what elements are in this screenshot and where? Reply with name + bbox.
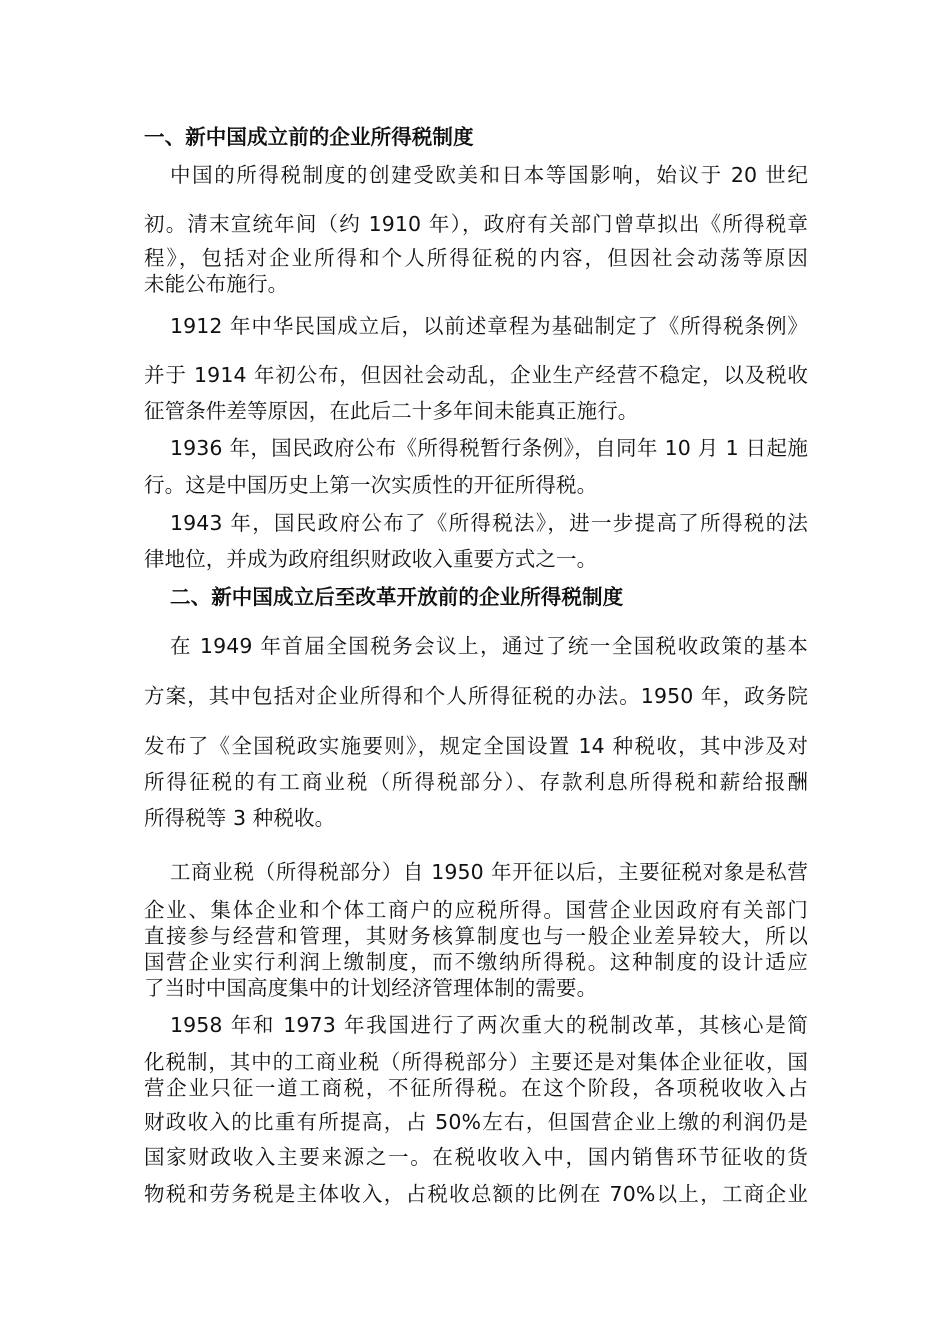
paragraph-line: 国家财政收入主要来源之一。在税收收入中，国内销售环节征收的货 [144, 1145, 808, 1169]
paragraph-line: 行。这是中国历史上第一次实质性的开征所得税。 [144, 473, 598, 497]
paragraph-line: 并于 1914 年初公布，但因社会动乱，企业生产经营不稳定，以及税收 [144, 363, 808, 387]
paragraph-line: 1958 年和 1973 年我国进行了两次重大的税制改革，其核心是简 [170, 1013, 808, 1037]
paragraph-line: 1912 年中华民国成立后，以前述章程为基础制定了《所得税条例》 [170, 314, 808, 338]
paragraph-line: 未能公布施行。 [144, 272, 289, 296]
paragraph-line: 中国的所得税制度的创建受欧美和日本等国影响，始议于 20 世纪 [170, 163, 808, 187]
section-heading-1: 一、新中国成立前的企业所得税制度 [144, 125, 474, 149]
paragraph-line: 在 1949 年首届全国税务会议上，通过了统一全国税收政策的基本 [170, 634, 808, 658]
paragraph-line: 化税制，其中的工商业税（所得税部分）主要还是对集体企业征收，国 [144, 1050, 808, 1074]
paragraph-line: 发布了《全国税政实施要则》，规定全国设置 14 种税收，其中涉及对 [144, 734, 808, 758]
paragraph-line: 初。清末宣统年间（约 1910 年），政府有关部门曾草拟出《所得税章 [144, 212, 808, 236]
paragraph-line: 营企业只征一道工商税，不征所得税。在这个阶段，各项税收收入占 [144, 1076, 808, 1100]
paragraph-line: 程》，包括对企业所得和个人所得征税的内容，但因社会动荡等原因 [144, 246, 808, 270]
paragraph-line: 律地位，并成为政府组织财政收入重要方式之一。 [144, 547, 598, 571]
paragraph-line: 1943 年，国民政府公布了《所得税法》，进一步提高了所得税的法 [170, 511, 808, 535]
paragraph-line: 财政收入的比重有所提高，占 50%左右，但国营企业上缴的利润仍是 [144, 1110, 808, 1134]
paragraph-line: 所得税等 3 种税收。 [144, 806, 336, 830]
paragraph-line: 物税和劳务税是主体收入，占税收总额的比例在 70%以上，工商企业 [144, 1182, 808, 1206]
paragraph-line: 方案，其中包括对企业所得和个人所得征税的办法。1950 年，政务院 [144, 684, 808, 708]
section-heading-2: 二、新中国成立后至改革开放前的企业所得税制度 [170, 585, 624, 609]
paragraph-line: 1936 年，国民政府公布《所得税暂行条例》，自同年 10 月 1 日起施 [170, 436, 808, 460]
paragraph-line: 工商业税（所得税部分）自 1950 年开征以后，主要征税对象是私营 [170, 860, 808, 884]
paragraph-line: 了当时中国高度集中的计划经济管理体制的需要。 [144, 976, 598, 1000]
paragraph-line: 所得征税的有工商业税（所得税部分）、存款利息所得税和薪给报酬 [144, 770, 808, 794]
paragraph-line: 企业、集体企业和个体工商户的应税所得。国营企业因政府有关部门 [144, 898, 808, 922]
paragraph-line: 征管条件差等原因，在此后二十多年间未能真正施行。 [144, 399, 639, 423]
paragraph-line: 国营企业实行利润上缴制度，而不缴纳所得税。这种制度的设计适应 [144, 950, 808, 974]
paragraph-line: 直接参与经营和管理，其财务核算制度也与一般企业差异较大，所以 [144, 924, 808, 948]
